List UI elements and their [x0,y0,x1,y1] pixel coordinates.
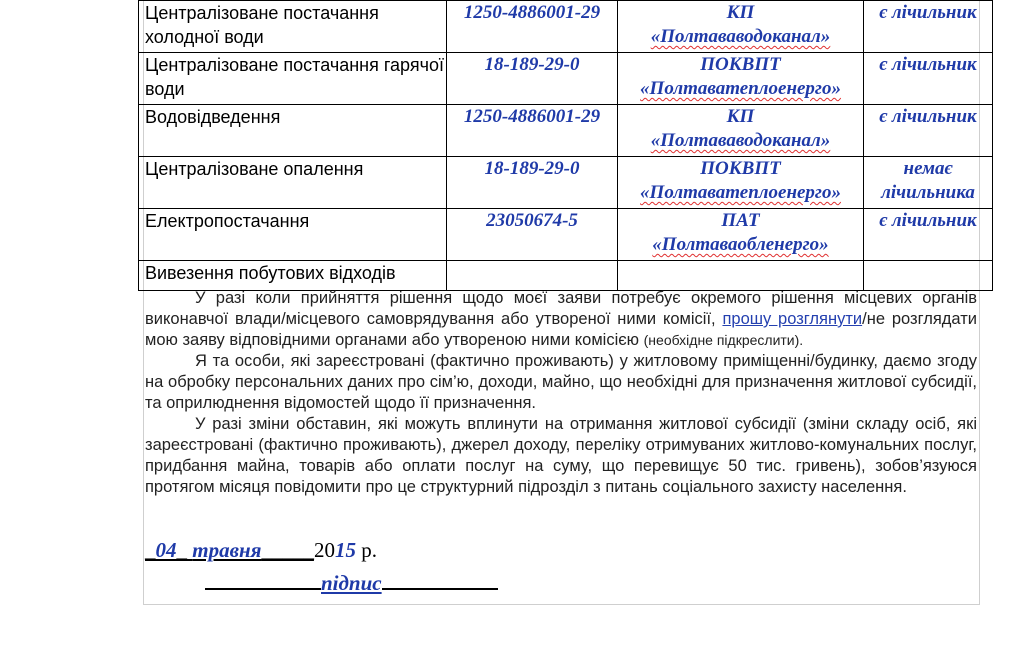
paragraph-text: У разі коли прийняття рішення щодо моєї заяви потребує окремого рішення місцевих органів виконавчої влади/місцевого самоврядування або утвореної ними комісії, [145,289,977,328]
year-prefix: 20 [313,538,335,562]
provider-type: КП [726,2,755,23]
provider-cell [618,261,864,291]
table-row [139,209,993,261]
paragraph-text: /не розглядати мою заяву відповідними органами або утвореною ними комісією [145,310,977,349]
signature-line [205,568,498,596]
paragraph-obligation: У разі зміни обставин, які можуть вплинути на отримання житлової субсидії (зміни складу осіб, які зареєстровані (фактично проживають), джерел доходу, переліку отримуваних житлово-комунальних послуг, придбання майна, товарів або оплати послуг на суму, що перевищує 50 тис. гривень), зобов’язуюся протягом місяця повідомити про це структурний підрозділ з питань соціального захисту населення. [145,415,977,496]
account-number-cell: 1250-4886001-29 [447,1,618,53]
declaration-text [145,288,977,498]
signature-blank-right [382,568,498,590]
service-name-cell: Централізоване постачання холодної води [139,1,447,53]
provider-type: ПОКВПТ [700,158,781,179]
meter-status-cell: є лічильник [864,53,993,105]
account-number-cell: 18-189-29-0 [447,53,618,105]
year-digit-2: 5 [345,538,356,562]
date-line [145,538,377,563]
meter-status-cell: є лічильник [864,1,993,53]
meter-status-cell: немає лічильника [864,157,993,209]
provider-name: «Полтаватеплоенерго» [640,78,841,99]
year-suffix: р. [355,538,377,562]
service-name-cell: Вивезення побутових відходів [139,261,447,291]
paragraph-review-request [145,288,977,351]
signature-label: підпис [321,571,382,595]
day-field: _04_ травня_____ [145,538,314,562]
provider-cell [618,1,864,53]
signature-blank-left [205,568,321,590]
table-row [139,157,993,209]
provider-type: КП [726,106,755,127]
service-name-cell: Централізоване постачання гарячої води [139,53,447,105]
provider-cell [618,157,864,209]
review-request-link[interactable]: прошу розглянути [722,310,863,328]
month-field: травня [192,538,262,562]
provider-cell [618,209,864,261]
provider-cell [618,53,864,105]
service-name-cell: Електропостачання [139,209,447,261]
service-name-cell: Водовідведення [139,105,447,157]
meter-status-cell [864,261,993,291]
utilities-table-body [139,1,993,291]
table-row [139,53,993,105]
table-row [139,105,993,157]
paragraph-consent: Я та особи, які зареєстровані (фактично проживають) у житловому приміщенні/будинку, даємо згоду на обробку персональних даних про сім’ю, доходи, майно, що необхідні для призначення житлової субсидії, та оприлюднення відомостей щодо її призначення. [145,352,977,412]
meter-status-cell: є лічильник [864,105,993,157]
table-row [139,1,993,53]
service-name-cell: Централізоване опалення [139,157,447,209]
account-number-cell: 18-189-29-0 [447,157,618,209]
provider-type: ПАТ [721,210,760,231]
provider-name: «Полтаваобленерго» [652,234,829,255]
utilities-table [138,0,993,291]
provider-type: ПОКВПТ [700,54,781,75]
year-digit-1: 1 [334,538,346,562]
provider-name: «Полтаватеплоенерго» [640,182,841,203]
account-number-cell [447,261,618,291]
meter-status-cell: є лічильник [864,209,993,261]
account-number-cell: 23050674-5 [447,209,618,261]
provider-cell [618,105,864,157]
account-number-cell: 1250-4886001-29 [447,105,618,157]
provider-name: «Полтававодоканал» [650,130,831,151]
underline-note: (необхідне підкреслити). [643,332,804,348]
provider-name: «Полтававодоканал» [650,26,831,47]
table-row [139,261,993,291]
